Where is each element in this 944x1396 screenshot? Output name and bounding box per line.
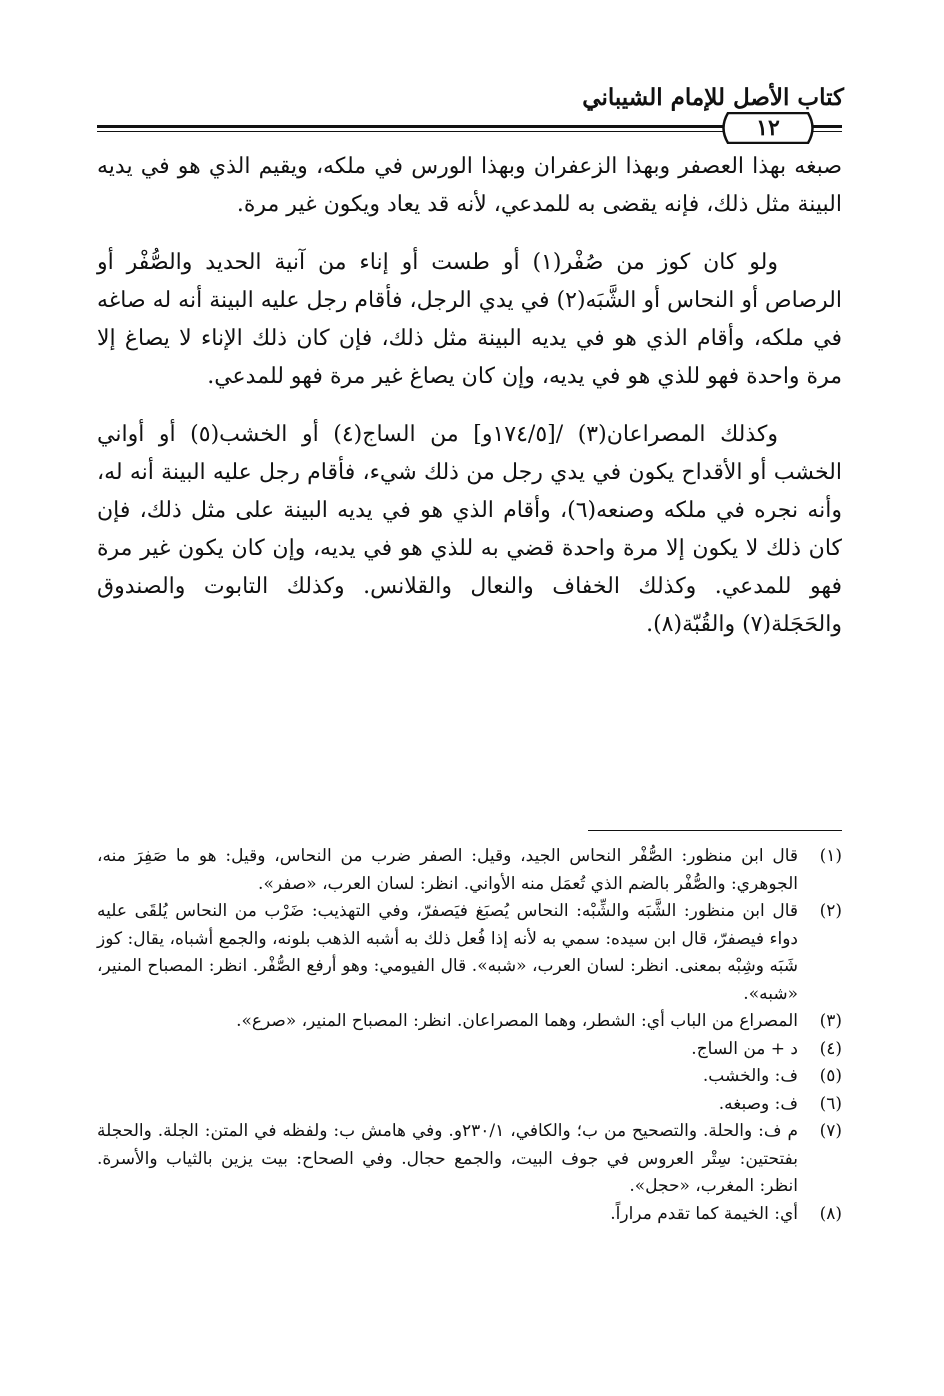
footnotes	[97, 843, 842, 1228]
paragraph-2: ولو كان كوز من صُفْر(١) أو طست أو إناء من آنية الحديد والصُّفْر أو الرصاص أو النحاس أو الشَّبَه(٢) في يدي الرجل، فأقام رجل عليه البينة أنه له صاغه في ملكه، وأقام الذي هو في يديه البينة مثل ذلك، فإن كان ذلك الإناء لا يصاغ إلا مرة واحدة فهو للذي هو في يديه، وإن كان يصاغ غير مرة فهو للمدعي.	[97, 250, 842, 389]
footnote-number: (١)	[819, 846, 842, 866]
paragraph-1: صبغه بهذا العصفر وبهذا الزعفران وبهذا الورس في ملكه، ويقيم الذي هو في يديه البينة مثل ذلك، فإنه يقضى به للمدعي، لأنه قد يعاد ويكون غير مرة.	[97, 154, 842, 217]
footnote-number: (٣)	[819, 1011, 842, 1031]
footnote-number: (٨)	[819, 1203, 842, 1224]
footnote-item	[97, 1008, 842, 1036]
footnote-text: ف: والخشب.	[702, 1066, 798, 1086]
footnote-number: (٧)	[819, 1121, 842, 1141]
footnote-number: (٥)	[819, 1066, 842, 1086]
footnote-text: د + من الساج.	[691, 1038, 798, 1059]
running-header-title: كتاب الأصل للإمام الشيباني	[582, 84, 844, 111]
footnote-text: ف: وصبغه.	[718, 1093, 798, 1114]
footnote-text: أي: الخيمة كما تقدم مراراً.	[610, 1203, 798, 1224]
page-number-badge	[718, 112, 818, 144]
footnote-number: (٤)	[819, 1038, 842, 1059]
footnote-item	[97, 1063, 842, 1091]
footnote-separator	[588, 830, 842, 831]
footnote-item	[97, 843, 842, 898]
paragraph-3: وكذلك المصراعان(٣) /[١٧٤/٥و] من الساج(٤) أو الخشب(٥) أو أواني الخشب أو الأقداح يكون في يدي رجل من ذلك شيء، فأقام رجل عليه البينة أنه له، وأنه نجره في ملكه وصنعه(٦)، وأقام الذي هو في يديه البينة على مثل ذلك، فإن كان ذلك لا يكون إلا مرة واحدة قضي به للذي هو في يديه، وإن كان يكون غير مرة فهو للمدعي. وكذلك الخفاف والنعال والقلانس. وكذلك التابوت والصندوق والحَجَلة(٧) والقُبّة(٨).	[97, 422, 843, 637]
footnote-item	[97, 1091, 842, 1119]
footnote-item	[97, 1201, 842, 1229]
main-text	[97, 148, 842, 664]
page-number: ١٢	[756, 115, 780, 141]
footnote-number: (٦)	[819, 1093, 842, 1114]
footnote-text: قال ابن منظور: الشَّبَه والشِّبْه: النحاس يُصبَغ فيَصفرّ، وفي التهذيب: ضَرْب من النحاس يُلقَى عليه دواء فيصفرّ، قال ابن سيده: سمي به لأنه إذا فُعل ذلك به أشبه الذهب بلونه، والجمع أشباه، يقال: كوز شَبَه وشِبْه بمعنى. انظر: لسان العرب، «شبه». قال الفيومي: وهو أرفع الصُّفْر. انظر: المصباح المنير، «شبه».	[97, 901, 798, 1004]
footnote-text: م ف: والحلة. والتصحيح من ب؛ والكافي، ٢٣٠/١و. وفي هامش ب: ولفظه في المتن: الجلة. والحجلة بفتحتين: سِتْر العروس في جوف البيت، والجمع حجال. وفي الصحاح: بيت يزين بالثياب والأسرة. انظر: المغرب، «حجل».	[97, 1121, 798, 1196]
footnote-text: قال ابن منظور: الصُّفْر النحاس الجيد، وقيل: الصفر ضرب من النحاس، وقيل: هو ما صَفِرَ منه، الجوهري: والصُّفْر بالضم الذي تُعمَل منه الأواني. انظر: لسان العرب، «صفر».	[97, 846, 798, 894]
footnote-number: (٢)	[819, 901, 842, 921]
footnote-text: المصراع من الباب أي: الشطر، وهما المصراعان. انظر: المصباح المنير، «صرع».	[236, 1011, 798, 1031]
footnote-item	[97, 1036, 842, 1064]
footnote-item	[97, 898, 842, 1008]
footnote-item	[97, 1118, 842, 1201]
